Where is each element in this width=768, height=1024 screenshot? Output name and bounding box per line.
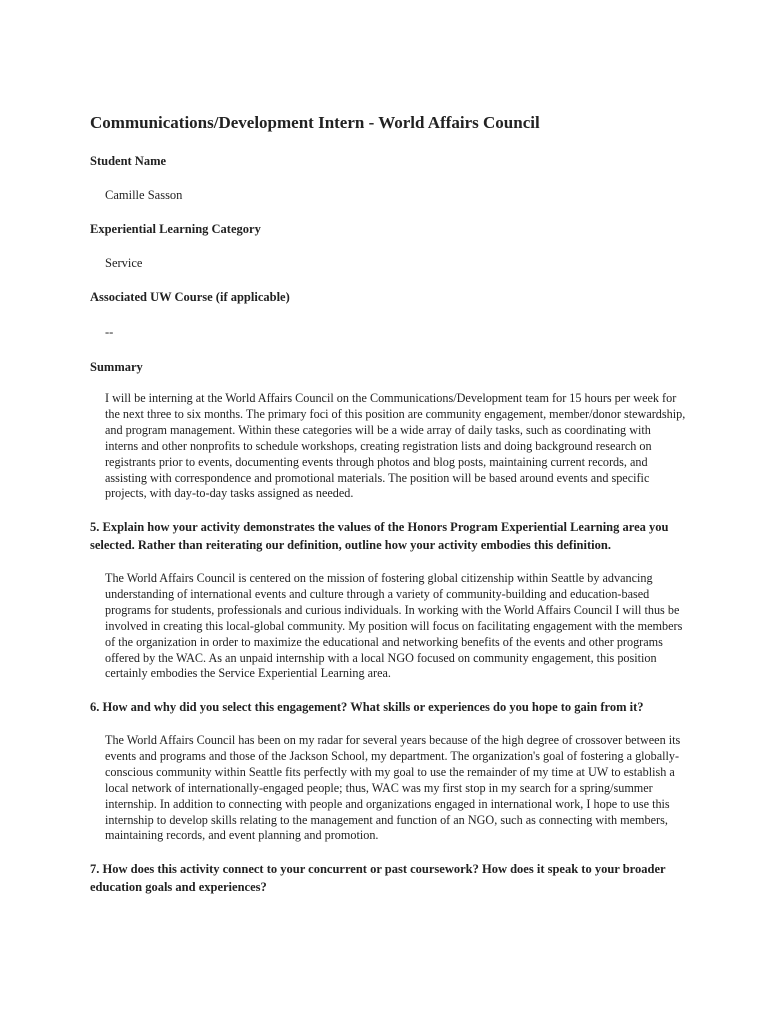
question-5: 5. Explain how your activity demonstrates the values of the Honors Program Experiential Learning area you selected. Rather than reiterating our definition, outline how your activity embodies this definition.: [90, 520, 669, 552]
summary-label: Summary: [90, 360, 143, 374]
field-label-learning-category: Experiential Learning Category: [90, 222, 261, 236]
field-value-associated-course: --: [105, 325, 114, 339]
question-6: 6. How and why did you select this engagement? What skills or experiences do you hope to gain from it?: [90, 700, 644, 714]
field-label-student-name: Student Name: [90, 154, 167, 168]
answer-6: The World Affairs Council has been on my radar for several years because of the high degree of crossover between its events and programs and those of the Jackson School, my department. The organization's goal of fostering a globally-conscious community within Seattle fits perfectly with my goal to use the remainder of my time at UW to establish a local network of internationally-engaged people; thus, WAC was my first stop in my search for a spring/summer internship. In addition to connecting with people and organizations engaged in international work, I hope to use this internship to develop skills relating to the management and function of an NGO, such as connecting with members, maintaining records, and event planning and promotion.: [105, 733, 681, 843]
page-title: Communications/Development Intern - World Affairs Council: [90, 113, 540, 132]
question-7: 7. How does this activity connect to your concurrent or past coursework? How does it speak to your broader education goals and experiences?: [90, 862, 666, 894]
summary-text: I will be interning at the World Affairs Council on the Communications/Development team for 15 hours per week for the next three to six months. The primary foci of this position are community engagement, member/donor stewardship, and program management. Within these categories will be a wide array of daily tasks, such as coordinating with interns and other nonprofits to schedule workshops, creating registration lists and doing background research on registrants prior to events, documenting events through photos and blog posts, maintaining current records, and assisting with correspondence and promotional materials. The position will be based around events and specific projects, with day-to-day tasks assigned as needed.: [105, 391, 686, 501]
field-value-student-name: Camille Sasson: [105, 188, 183, 202]
field-label-associated-course: Associated UW Course (if applicable): [90, 290, 290, 304]
answer-5: The World Affairs Council is centered on the mission of fostering global citizenship within Seattle by advancing understanding of international events and culture through a variety of community-building and education-based programs for students, professionals and curious individuals. In working with the World Affairs Council I will thus be involved in creating this local-global community. My position will focus on facilitating engagement with the members of the organization in order to maximize the educational and networking benefits of the events and other programs offered by the WAC. As an unpaid internship with a local NGO focused on community engagement, this position certainly embodies the Service Experiential Learning area.: [105, 571, 683, 681]
field-value-learning-category: Service: [105, 256, 143, 270]
